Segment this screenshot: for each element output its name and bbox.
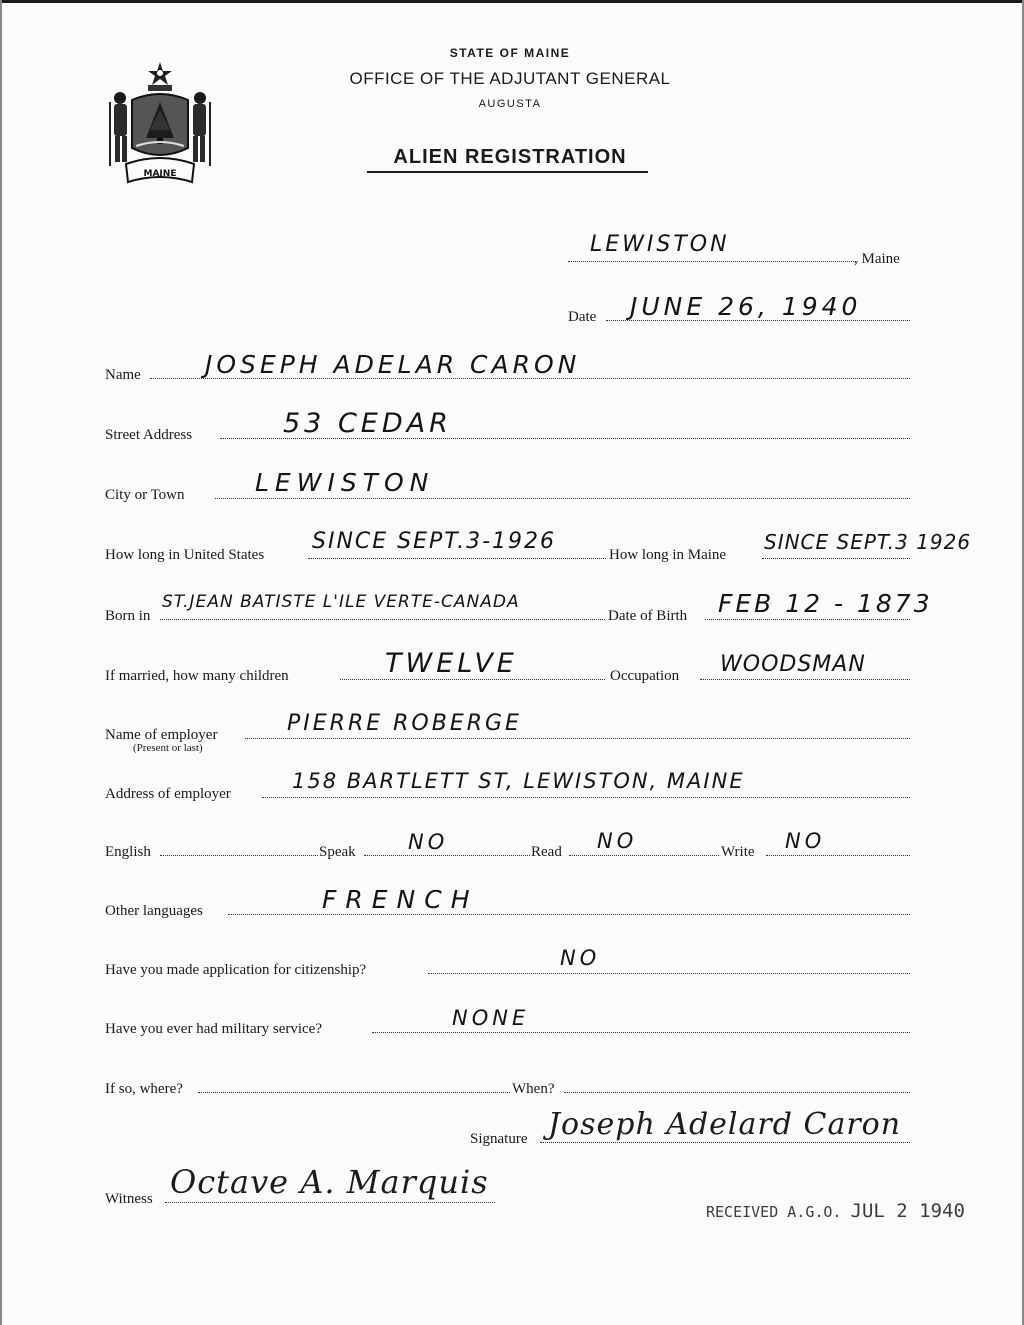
- occupation-value: WOODSMAN: [720, 652, 866, 677]
- town-suffix-label: , Maine: [854, 251, 900, 267]
- street-address-label: Street Address: [105, 427, 193, 443]
- employer-field-line: [245, 738, 910, 739]
- maine-duration-field-line: [762, 558, 910, 559]
- name-label: Name: [105, 367, 141, 383]
- when-label: When?: [512, 1081, 555, 1097]
- occupation-field-line: [700, 679, 910, 680]
- other-languages-value: FRENCH: [322, 885, 479, 914]
- speak-field-line: [364, 855, 530, 856]
- title-underline: [367, 171, 648, 173]
- witness-signature: Octave A. Marquis: [170, 1163, 489, 1201]
- write-value: NO: [785, 829, 826, 853]
- read-label: Read: [531, 844, 562, 860]
- children-field-line: [340, 679, 605, 680]
- other-languages-label: Other languages: [105, 903, 203, 919]
- street-address-value: 53 CEDAR: [283, 408, 452, 439]
- maine-duration-value: SINCE SEPT.3 1926: [764, 530, 972, 554]
- write-field-line: [766, 855, 910, 856]
- english-label: English: [105, 844, 151, 860]
- state-heading: STATE OF MAINE: [449, 46, 571, 60]
- town-value: LEWISTON: [590, 232, 730, 257]
- birthplace-value: ST.JEAN BATISTE L'ILE VERTE-CANADA: [162, 592, 520, 612]
- date-label: Date: [568, 309, 597, 325]
- name-value: JOSEPH ADELAR CARON: [205, 350, 581, 379]
- english-field-line: [160, 855, 318, 856]
- citizenship-field-line: [428, 973, 910, 974]
- town-field-line: [568, 261, 858, 262]
- write-label: Write: [721, 844, 755, 860]
- received-stamp-text: RECEIVED A.G.O.: [706, 1203, 842, 1221]
- military-label: Have you ever had military service?: [105, 1021, 322, 1037]
- form-title: ALIEN REGISTRATION: [393, 146, 627, 168]
- other-languages-field-line: [228, 914, 910, 915]
- witness-field-line: [165, 1202, 495, 1203]
- occupation-label: Occupation: [610, 668, 680, 684]
- employer-address-value: 158 BARTLETT ST, LEWISTON, MAINE: [292, 769, 745, 793]
- employer-sublabel: (Present or last): [133, 742, 203, 754]
- birthplace-field-line: [160, 619, 605, 620]
- city-value: LEWISTON: [255, 468, 435, 497]
- birthplace-label: Born in: [105, 608, 151, 624]
- speak-label: Speak: [319, 844, 356, 860]
- signature-field-line: [540, 1142, 910, 1143]
- citizenship-label: Have you made application for citizenship?: [105, 962, 367, 978]
- scan-border-left: [0, 0, 2, 1325]
- city-heading: AUGUSTA: [478, 98, 542, 110]
- office-heading: OFFICE OF THE ADJUTANT GENERAL: [349, 69, 671, 88]
- employer-label: Name of employer: [105, 727, 218, 743]
- dob-value: FEB 12 - 1873: [718, 589, 933, 618]
- witness-label: Witness: [105, 1191, 153, 1207]
- dob-field-line: [705, 619, 910, 620]
- read-value: NO: [597, 829, 638, 853]
- seal-text: MAINE: [143, 169, 177, 179]
- employer-address-label: Address of employer: [105, 786, 231, 802]
- signature-label: Signature: [470, 1131, 528, 1147]
- us-duration-label: How long in United States: [105, 547, 265, 563]
- employer-value: PIERRE ROBERGE: [287, 711, 522, 736]
- when-field-line: [564, 1092, 910, 1093]
- military-field-line: [372, 1032, 910, 1033]
- where-field-line: [198, 1092, 510, 1093]
- dob-label: Date of Birth: [608, 608, 688, 624]
- maine-duration-label: How long in Maine: [609, 547, 727, 563]
- us-duration-value: SINCE SEPT.3-1926: [312, 529, 557, 554]
- city-label: City or Town: [105, 487, 185, 503]
- received-stamp-date: JUL 2 1940: [850, 1200, 965, 1222]
- read-field-line: [569, 855, 719, 856]
- scan-border-top: [0, 0, 1024, 3]
- speak-value: NO: [408, 830, 449, 854]
- us-duration-field-line: [308, 558, 606, 559]
- children-label: If married, how many children: [105, 668, 289, 684]
- children-value: TWELVE: [385, 648, 518, 679]
- employer-address-field-line: [262, 797, 910, 798]
- where-label: If so, where?: [105, 1081, 183, 1097]
- city-field-line: [215, 498, 910, 499]
- date-value: JUNE 26, 1940: [630, 292, 862, 321]
- citizenship-value: NO: [560, 946, 601, 970]
- applicant-signature: Joseph Adelard Caron: [548, 1107, 902, 1142]
- received-stamp: [706, 1200, 965, 1222]
- military-value: NONE: [452, 1006, 530, 1030]
